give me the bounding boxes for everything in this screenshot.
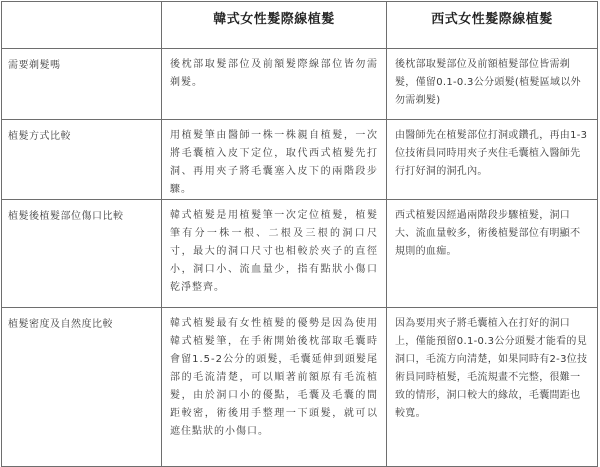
western-cell: 因為要用夾子將毛囊植入在打好的洞口上，僅能預留0.1-0.3公分頭髮才能看的見洞口，毛流方向清楚，如果同時有2-3位技術員同時植髮，毛流規畫不完整，很難一致的情形，洞口較大的緣故，毛囊間距也較寬。	[387, 308, 598, 467]
table-row	[2, 120, 598, 200]
row-label: 植髮方式比較	[2, 120, 162, 200]
row-label: 需要剃髮嗎	[2, 49, 162, 120]
korean-cell: 用植髮筆由醫師一株一株親自植髮，一次將毛囊植入皮下定位，取代西式植髮先打洞、再用夾子將毛囊塞入皮下的兩階段步驟。	[162, 120, 387, 200]
table-header-row	[2, 2, 598, 49]
header-korean-method: 韓式女性髮際線植髮	[162, 2, 387, 49]
table-row	[2, 308, 598, 467]
korean-cell: 韓式植髮最有女性植髮的優勢是因為使用韓式植髮筆，在手術開始後枕部取毛囊時會留1.5-2公分的頭髮，毛囊延伸到頭髮尾部的毛流清楚，可以順著前額原有毛流植髮，由於洞口小的優點，毛囊及毛囊的間距較密，術後用手整理一下頭髮，就可以遮住點狀的小傷口。	[162, 308, 387, 467]
row-label: 植髮後植髮部位傷口比較	[2, 200, 162, 308]
row-label: 植髮密度及自然度比較	[2, 308, 162, 467]
table-row	[2, 49, 598, 120]
western-cell: 後枕部取髮部位及前額植髮部位皆需剃髮，僅留0.1-0.3公分頭髮(植髮區域以外勿需剃髮)	[387, 49, 598, 120]
western-cell: 由醫師先在植髮部位打洞或鑽孔，再由1-3位技術員同時用夾子夾住毛囊植入醫師先行打好洞的洞孔內。	[387, 120, 598, 200]
table-row	[2, 200, 598, 308]
korean-cell: 後枕部取髮部位及前額髮際線部位皆勿需剃髮。	[162, 49, 387, 120]
hair-transplant-comparison-table	[1, 1, 598, 467]
western-cell: 西式植髮因經過兩階段步驟植髮，洞口大、流血量較多，術後植髮部位有明顯不規則的血痂。	[387, 200, 598, 308]
header-blank-cell	[2, 2, 162, 49]
korean-cell: 韓式植髮是用植髮筆一次定位植髮，植髮筆有分一株一根、二根及三根的洞口尺寸，最大的洞口尺寸也相較於夾子的直徑小，洞口小、流血量少，指有點狀小傷口乾淨整齊。	[162, 200, 387, 308]
header-western-method: 西式女性髮際線植髮	[387, 2, 598, 49]
